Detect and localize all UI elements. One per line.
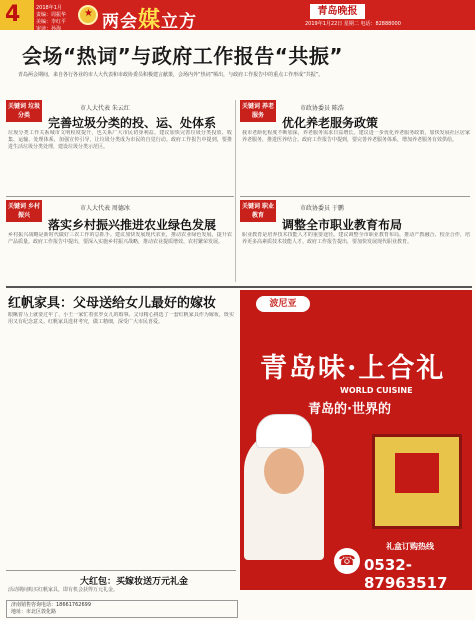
divider (6, 196, 234, 197)
article-title: 调整全市职业教育布局 (282, 218, 403, 232)
article-title: 完善垃圾分类的投、运、处体系 (48, 116, 217, 130)
keyword-tag: 关键词 垃圾分类 (6, 100, 42, 122)
divider (240, 196, 470, 197)
divider (6, 570, 236, 571)
bonus-text: 活动期间购买红帆家具，即有机会获得万元礼金。 (8, 587, 119, 593)
byline: 市人大代表 周德冰 (80, 205, 130, 212)
phone-icon: ☎ (334, 548, 360, 574)
ad-title: 青岛味·上合礼 (260, 353, 446, 384)
page-number: 4 (5, 2, 21, 27)
keyword-tag: 关键词 养老服务 (240, 100, 276, 122)
intro-text: 青岛两会期间，来自各行各业的市人大代表和市政协委员积极建言献策，会场内外“热词”频出，与政府工作报告中的重点工作形成“共振”。 (18, 72, 324, 78)
section-title-suffix: 立方 (161, 12, 198, 32)
article-text: 我市老龄化程度不断加深，养老服务需求日益增长。建议进一步优化养老服务政策，加快发展社区居家养老服务，推进医养结合。政府工作报告中提到，要完善养老服务体系，增加养老服务有效供给。 (242, 130, 470, 143)
section-divider (6, 286, 472, 288)
chef-face (264, 448, 304, 494)
ad-slogan: 青岛的·世界的 (308, 402, 391, 417)
main-headline: 会场“热词”与政府工作报告“共振” (22, 44, 344, 68)
article-text: 职业教育是培养技术技能人才的重要途径。建议调整全市职业教育布局，推动产教融合、校企合作，培养更多高素质技术技能人才。政府工作报告提出，要加快发展现代职业教育。 (242, 232, 470, 245)
section-title-prefix: 两会 (102, 12, 138, 32)
article-text: 垃圾分类工作关系城市文明程度提升，也关系广大市民切身利益。建议加快完善垃圾分类投放、收集、运输、处理体系，加强宣传引导，让垃圾分类成为市民的自觉行动。政府工作报告中提到，要推进生活垃圾分类处理，建设垃圾分类示范区。 (8, 130, 232, 150)
article-text: 乡村振兴战略是新时代做好三农工作的总抓手。建议加快发展现代农业，推动农业绿色发展，提升农产品质量。政府工作报告中提出，要深入实施乡村振兴战略，推动农业提质增效、农村繁荣发展。 (8, 232, 232, 245)
brand-logo: 波尼亚 (256, 296, 310, 312)
section-title-big: 媒 (138, 8, 162, 33)
meta-line: 责编：周振华 (36, 12, 67, 18)
byline: 市人大代表 朱云红 (80, 105, 130, 112)
article-title: 落实乡村振兴推进农业绿色发展 (48, 218, 217, 232)
gift-box-image (372, 434, 462, 529)
bonus-title: 大红包：买嫁妆送万元礼金 (80, 577, 189, 587)
byline: 市政协委员 于鹏 (300, 205, 344, 212)
section-title (102, 3, 197, 34)
column-divider (235, 100, 236, 282)
page-header (0, 0, 475, 30)
footer-line: 地址：市北区敦化路 (11, 609, 57, 615)
phone-number: 0532-87963517 (364, 556, 448, 592)
footer-line: 济南销售咨询电话：18661762699 (11, 602, 91, 608)
meta-line: 审读：孙海 (36, 26, 62, 32)
story-title: 红帆家具：父母送给女儿最好的嫁妆 (8, 296, 217, 311)
phone-label: 礼盒订购热线 (386, 542, 434, 551)
page-number-box (0, 0, 34, 30)
meta-line: 2018年1月 (36, 5, 62, 11)
page-meta (36, 5, 66, 33)
newspaper-logo: 青岛晚报 (310, 4, 365, 19)
byline: 市政协委员 陈浩 (300, 105, 344, 112)
issue-date: 2019年1月22日 星期二 电话：82888000 (305, 21, 401, 27)
ad-subtitle: WORLD CUISINE (340, 386, 413, 395)
story-text: 眼瞅着马上就要过年了，小王一家忙着张罗女儿的婚事。父母精心挑选了一套红帆家具作为嫁妆，既实用又有纪念意义。红帆家具选材考究，做工精细，深受广大市民喜爱。 (8, 312, 234, 325)
keyword-tag: 关键词 职业教育 (240, 200, 276, 222)
article-title: 优化养老服务政策 (282, 116, 379, 130)
chef-hat-icon (256, 414, 312, 448)
meta-line: 美编：李红平 (36, 19, 67, 25)
keyword-tag: 关键词 乡村振兴 (6, 200, 42, 222)
emblem-icon (78, 5, 98, 25)
contact-footer (6, 600, 238, 618)
